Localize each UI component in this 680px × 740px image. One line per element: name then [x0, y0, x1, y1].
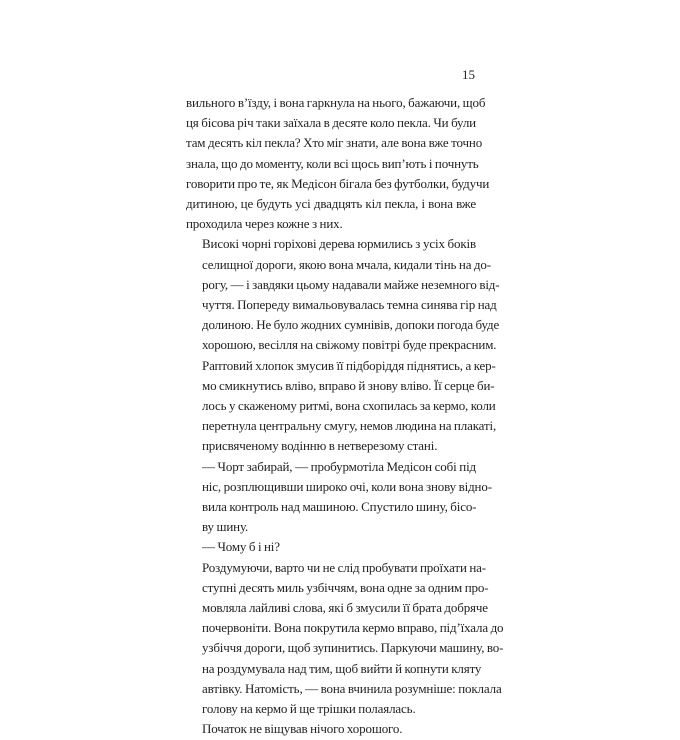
paragraph [186, 356, 497, 457]
text-line: лось у скаженому ритмі, вона схопилась за кермо, коли [202, 398, 496, 414]
text-line: рогу, — і завдяки цьому надавали майже неземного від- [202, 276, 500, 292]
text-line: долиною. Не було жодних сумнівів, допоки погода буде [202, 317, 500, 333]
text-line: ступні десять миль узбіччям, вона одне за одним про- [202, 579, 489, 595]
page-number: 15 [462, 67, 475, 82]
text-line: узбіччя дороги, щоб зупинитись. Паркуючи машину, во- [202, 640, 504, 656]
paragraph [186, 558, 504, 720]
text-line: селищної дороги, якою вона мчала, кидали тінь на до- [202, 256, 491, 272]
text-line: почервоніти. Вона покрутила кермо вправо, під’їхала до [202, 620, 504, 636]
text-line: проходила через кожне з них. [186, 216, 343, 232]
text-line: говорити про те, як Медісон бігала без футболки, будучи [186, 175, 490, 191]
text-line: автівку. Натомість, — вона вчинила розумніше: поклала [202, 680, 502, 696]
text-line: ніс, розплющивши широко очі, коли вона знову відно- [202, 478, 492, 494]
text-line: знала, що до моменту, коли всі щось вип’ють і почнуть [186, 155, 479, 171]
text-line: вильного в’їзду, і вона гаркнула на нього, бажаючи, щоб [186, 95, 486, 110]
text-line: Раптовий хлопок змусив її підборіддя піднятись, а кер- [202, 357, 496, 373]
text-line: дитиною, це будуть усі двадцять кіл пекла, і вона вже [186, 196, 476, 212]
text-line: чуття. Попереду вимальовувалась темна синява гір над [202, 297, 497, 313]
paragraph [186, 93, 490, 234]
text-line: — Чорт забирай, — пробурмотіла Медісон собі під [202, 458, 476, 474]
text-line: Високі чорні горіхові дерева юрмились з усіх боків [202, 236, 476, 252]
paragraph [186, 457, 492, 538]
text-line: перетнула центральну смугу, немов людина на плакаті, [202, 418, 497, 434]
text-line: хорошою, весілля на свіжому повітрі буде прекрасним. [202, 337, 497, 353]
paragraph [186, 234, 500, 355]
text-line: вила контроль над машиною. Спустило шину, бісо- [202, 499, 477, 515]
body-text [186, 93, 504, 740]
paragraph [186, 719, 476, 739]
text-line: Роздумуючи, варто чи не слід пробувати проїхати на- [202, 559, 486, 575]
text-line: присвяченому водінню в нетверезому стані. [202, 438, 438, 454]
text-line: ця бісова річ таки заїхала в десяте коло пекла. Чи були [186, 115, 476, 131]
text-line: мо смикнутись вліво, вправо й знову вліво. Її серце би- [202, 377, 495, 393]
paragraph [186, 537, 476, 557]
text-line: на роздумувала над тим, щоб вийти й копнути кляту [202, 660, 482, 676]
text-line: ву шину. [202, 519, 249, 535]
text-line: Початок не віщував нічого хорошого. [202, 721, 403, 737]
text-line: там десять кіл пекла? Хто міг знати, але вона вже точно [186, 135, 483, 151]
text-line: голову на кермо й ще трішки полаялась. [202, 701, 416, 717]
text-line: мовляла лайливі слова, які б змусили її брата добряче [202, 600, 488, 616]
text-line: — Чому б і ні? [202, 539, 280, 555]
